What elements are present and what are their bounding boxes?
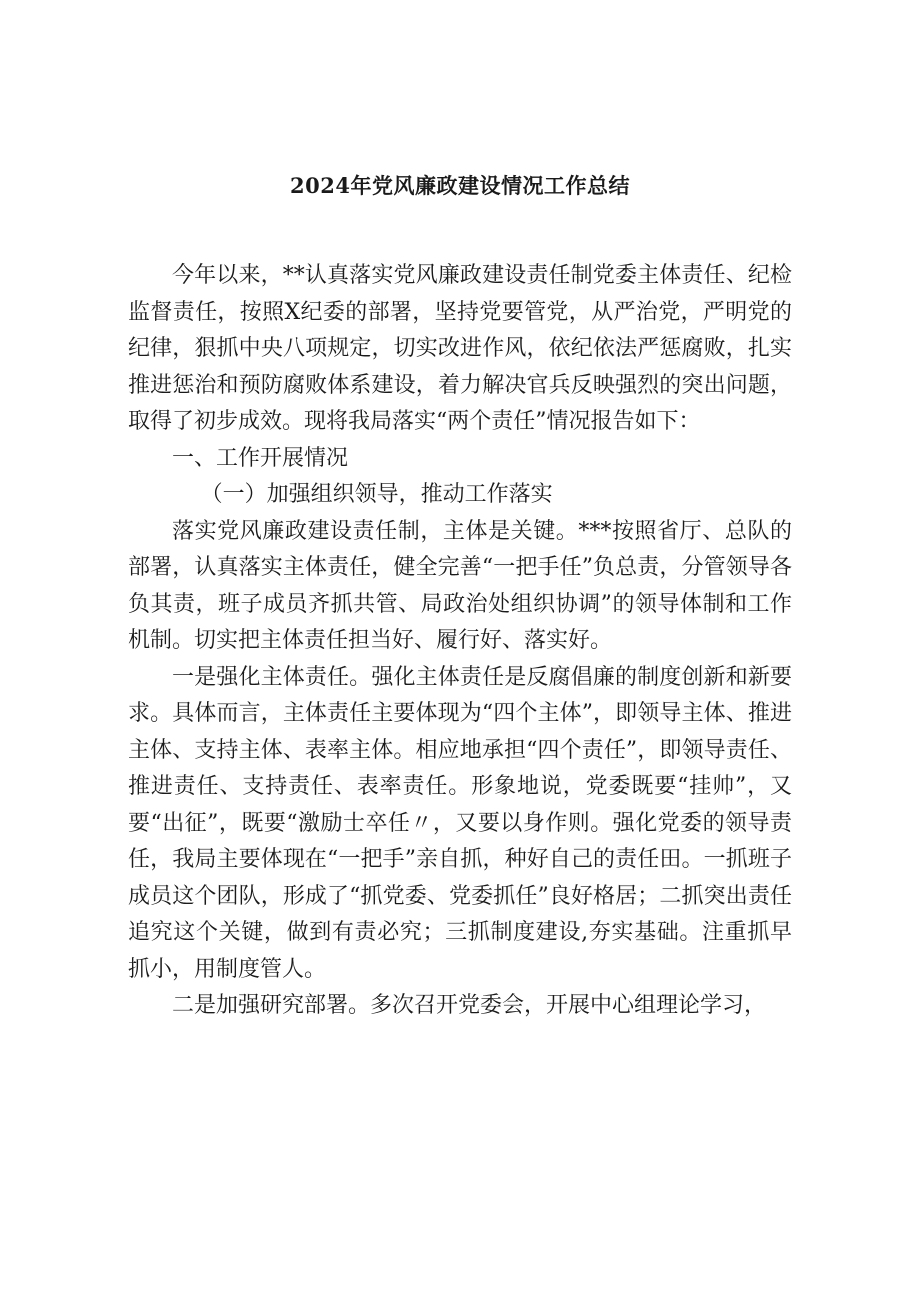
paragraph-research-deployment: 二是加强研究部署。多次召开党委会，开展中心组理论学习， xyxy=(172,993,767,1018)
document-body xyxy=(128,258,792,1025)
section-heading: 一、工作开展情况 xyxy=(172,445,349,471)
paragraph-main-responsibility: 一是强化主体责任。强化主体责任是反腐倡廉的制度创新和新要求。具体而言，主体责任主要体现为“四个主体”，即领导主体、推进主体、支持主体、表率主体。相应地承担“四个责任”，即领导责任、推进责任、支持责任、表率责任。形象地说，党委既要“挂帅”，又要“出征”，既要“激励士卒任〃，又要以身作则。强化党委的领导责任，我局主要体现在“一把手”亲自抓，种好自己的责任田。一抓班子成员这个团队，形成了“抓党委、党委抓任”良好格居；二抓突出责任追究这个关键，做到有责必究；三抓制度建设,夯实基础。注重抓早抓小，用制度管人。 xyxy=(128,664,792,982)
subsection-heading: （一）加强组织领导，推动工作落实 xyxy=(200,482,553,507)
paragraph-intro: 今年以来，**认真落实党风廉政建设责任制党委主体责任、纪检监督责任，按照X纪委的部署，坚持党要管党，从严治党，严明党的纪律，狠抓中央八项规定，切实改进作风，依纪依法严惩腐败，扎实推进惩治和预防腐败体系建设，着力解决官兵反映强烈的突出问题，取得了初步成效。现将我局落实“两个责任”情况报告如下： xyxy=(128,263,792,434)
paragraph-leadership: 落实党风廉政建设责任制，主体是关键。***按照省厅、总队的部署，认真落实主体责任，健全完善“一把手任”负总责，分管领导各负其责，班子成员齐抓共管、局政治处组织协调”的领导体制和工作机制。切实把主体责任担当好、履行好、落实好。 xyxy=(128,518,792,653)
document-title: 2024年党风廉政建设情况工作总结 xyxy=(290,173,630,198)
